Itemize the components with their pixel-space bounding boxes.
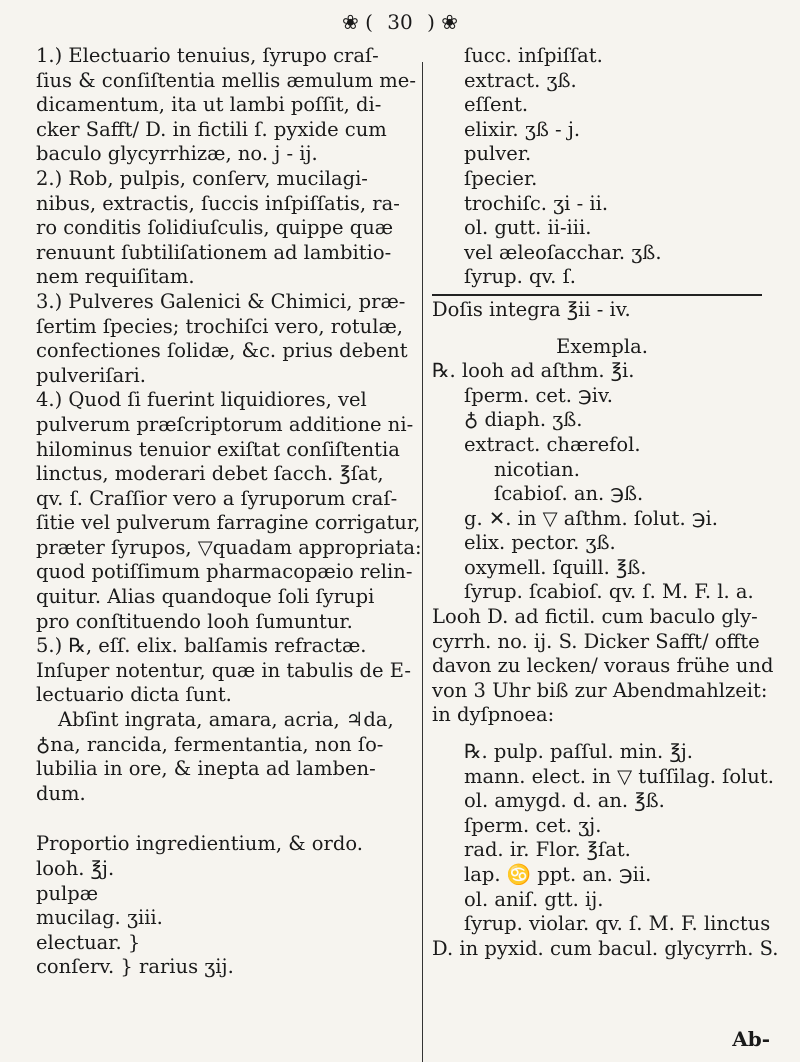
proportio-line: looh. ℥j. xyxy=(36,857,115,880)
text-line: 1.) Electuario tenuius, ſyrupo craſ- xyxy=(36,44,379,67)
recipe-line: ſperm. cet. ʒj. xyxy=(464,813,602,837)
recipe-line: D. in pyxid. cum bacul. glycyrrh. S. xyxy=(432,936,779,960)
right-column xyxy=(432,44,779,961)
looh-line: cyrrh. no. ij. S. Dicker Safft/ offte xyxy=(432,629,760,653)
text-line: pulveriſari. xyxy=(36,363,146,387)
recipe-line: elix. pector. ʒß. xyxy=(464,531,616,555)
recipe-line: ♁ diaph. ʒß. xyxy=(464,408,583,432)
ingredient-line: pulver. xyxy=(464,142,532,166)
proportio-line: mucilag. ʒiii. xyxy=(36,906,163,930)
looh-line: Looh D. ad fictil. cum baculo gly- xyxy=(432,605,758,629)
text-line: linctus, moderari debet ſacch. ℥ſat, xyxy=(36,462,384,486)
text-line: ſitie vel pulverum farragine corrigatur, xyxy=(36,511,421,535)
text-line: ſius & conſiſtentia mellis æmulum me- xyxy=(36,68,416,92)
recipe-line: nicotian. xyxy=(494,457,580,481)
ingredient-line: ol. gutt. ii-iii. xyxy=(464,216,592,240)
text-line: Inſuper notentur, quæ in tabulis de E- xyxy=(36,658,411,682)
text-line: 4.) Quod ſi fuerint liquidiores, vel xyxy=(36,388,367,412)
recipe-line: mann. elect. in ▽ tuſſilag. ſolut. xyxy=(464,764,774,788)
header-right-ornament: ) ❀ xyxy=(427,10,458,34)
recipe-line: ℞. looh ad aſthm. ℥i. xyxy=(432,359,635,383)
text-line: nibus, extractis, ſuccis inſpiſſatis, ra- xyxy=(36,191,400,215)
text-line: quitur. Alias quandoque ſoli ſyrupi xyxy=(36,585,375,609)
page-header xyxy=(0,10,800,34)
looh-line: in dyſpnoea: xyxy=(432,703,555,727)
text-line: dicamentum, ita ut lambi poſſit, di- xyxy=(36,93,382,117)
recipe-line: lap. ♋ ppt. an. ℈ii. xyxy=(464,863,652,886)
recipe-line: ol. aniſ. gtt. ij. xyxy=(464,887,604,911)
recipe-line: extract. chærefol. xyxy=(464,432,641,456)
ingredient-line: ſucc. inſpiſſat. xyxy=(464,44,603,67)
looh-line: davon zu lecken/ voraus frühe und xyxy=(432,654,774,678)
proportio-title: Proportio ingredientium, & ordo. xyxy=(36,832,363,856)
ingredient-line: elixir. ʒß - j. xyxy=(464,117,581,141)
text-line: præter ſyrupos, ▽quadam appropriata: xyxy=(36,535,422,559)
text-line: ro conditis ſolidiuſculis, quippe quæ xyxy=(36,216,394,240)
text-line: 3.) Pulveres Galenici & Chimici, præ- xyxy=(36,289,406,313)
text-line: baculo glycyrrhizæ, no. j - ij. xyxy=(36,142,318,166)
recipe-line: ol. amygd. d. an. ℥ß. xyxy=(464,789,665,813)
page-number: 30 xyxy=(387,10,413,34)
dosis-line: Doſis integra ℥ii - iv. xyxy=(432,297,631,321)
text-line: Abſint ingrata, amara, acria, ♃da, xyxy=(58,708,394,732)
ingredient-line: ſyrup. qv. ſ. xyxy=(464,265,576,289)
text-line: ♁na, rancida, fermentantia, non ſo- xyxy=(36,732,384,756)
exempla-heading: Exempla. xyxy=(556,334,648,358)
left-column xyxy=(36,44,426,980)
text-line: hilominus tenuior exiſtat conſiſtentia xyxy=(36,437,400,461)
recipe-line: ℞. pulp. paſſul. min. ℥j. xyxy=(464,740,693,764)
text-line: confectiones ſolidæ, &c. prius debent xyxy=(36,339,408,363)
text-line: ſertim ſpecies; trochiſci vero, rotulæ, xyxy=(36,314,403,338)
text-line: renuunt ſubtiliſationem ad lambitio- xyxy=(36,240,392,264)
ingredient-line: trochiſc. ʒi - ii. xyxy=(464,191,609,215)
proportio-line: electuar. } xyxy=(36,930,141,954)
proportio-line: pulpæ xyxy=(36,881,99,905)
header-left-ornament: ❀ ( xyxy=(341,10,373,34)
text-line: nem requiſitam. xyxy=(36,265,195,289)
ingredient-line: extract. ʒß. xyxy=(464,68,577,92)
ingredient-line: vel æleoſacchar. ʒß. xyxy=(464,240,662,264)
text-line: quod potiſſimum pharmacopæio relin- xyxy=(36,560,413,584)
text-line: dum. xyxy=(36,781,86,805)
text-line: pulverum præſcriptorum additione ni- xyxy=(36,412,414,436)
catchword: Ab- xyxy=(732,1027,770,1051)
text-line: lectuario dicta ſunt. xyxy=(36,683,232,707)
recipe-line: ſyrup. ſcabioſ. qv. ſ. M. F. l. a. xyxy=(464,580,754,604)
text-line: qv. ſ. Craſſior vero a ſyruporum craſ- xyxy=(36,486,398,510)
text-line: pro conſtituendo looh ſumuntur. xyxy=(36,609,353,633)
looh-line: von 3 Uhr biß zur Abendmahlzeit: xyxy=(432,678,768,702)
recipe-line: ſyrup. violar. qv. ſ. M. F. linctus xyxy=(464,912,771,936)
text-line: 5.) ℞, eſſ. elix. balſamis refractæ. xyxy=(36,634,367,658)
ingredient-line: eſſent. xyxy=(464,93,529,117)
recipe-line: ſperm. cet. ℈iv. xyxy=(464,383,613,407)
proportio-line: conſerv. } rarius ʒij. xyxy=(36,955,234,979)
bracket-rule xyxy=(432,294,762,296)
recipe-line: rad. ir. Flor. ℥ſat. xyxy=(464,838,631,862)
text-line: 2.) Rob, pulpis, conſerv, mucilagi- xyxy=(36,166,368,190)
recipe-line: oxymell. ſquill. ℥ß. xyxy=(464,555,647,579)
recipe-line: g. ✕. in ▽ aſthm. ſolut. ℈i. xyxy=(464,506,718,530)
recipe-line: ſcabioſ. an. ℈ß. xyxy=(494,482,644,506)
text-line: cker Safft/ D. in fictili ſ. pyxide cum xyxy=(36,117,387,141)
ingredient-line: ſpecier. xyxy=(464,166,538,190)
text-line: lubilia in ore, & inepta ad lamben- xyxy=(36,757,376,781)
